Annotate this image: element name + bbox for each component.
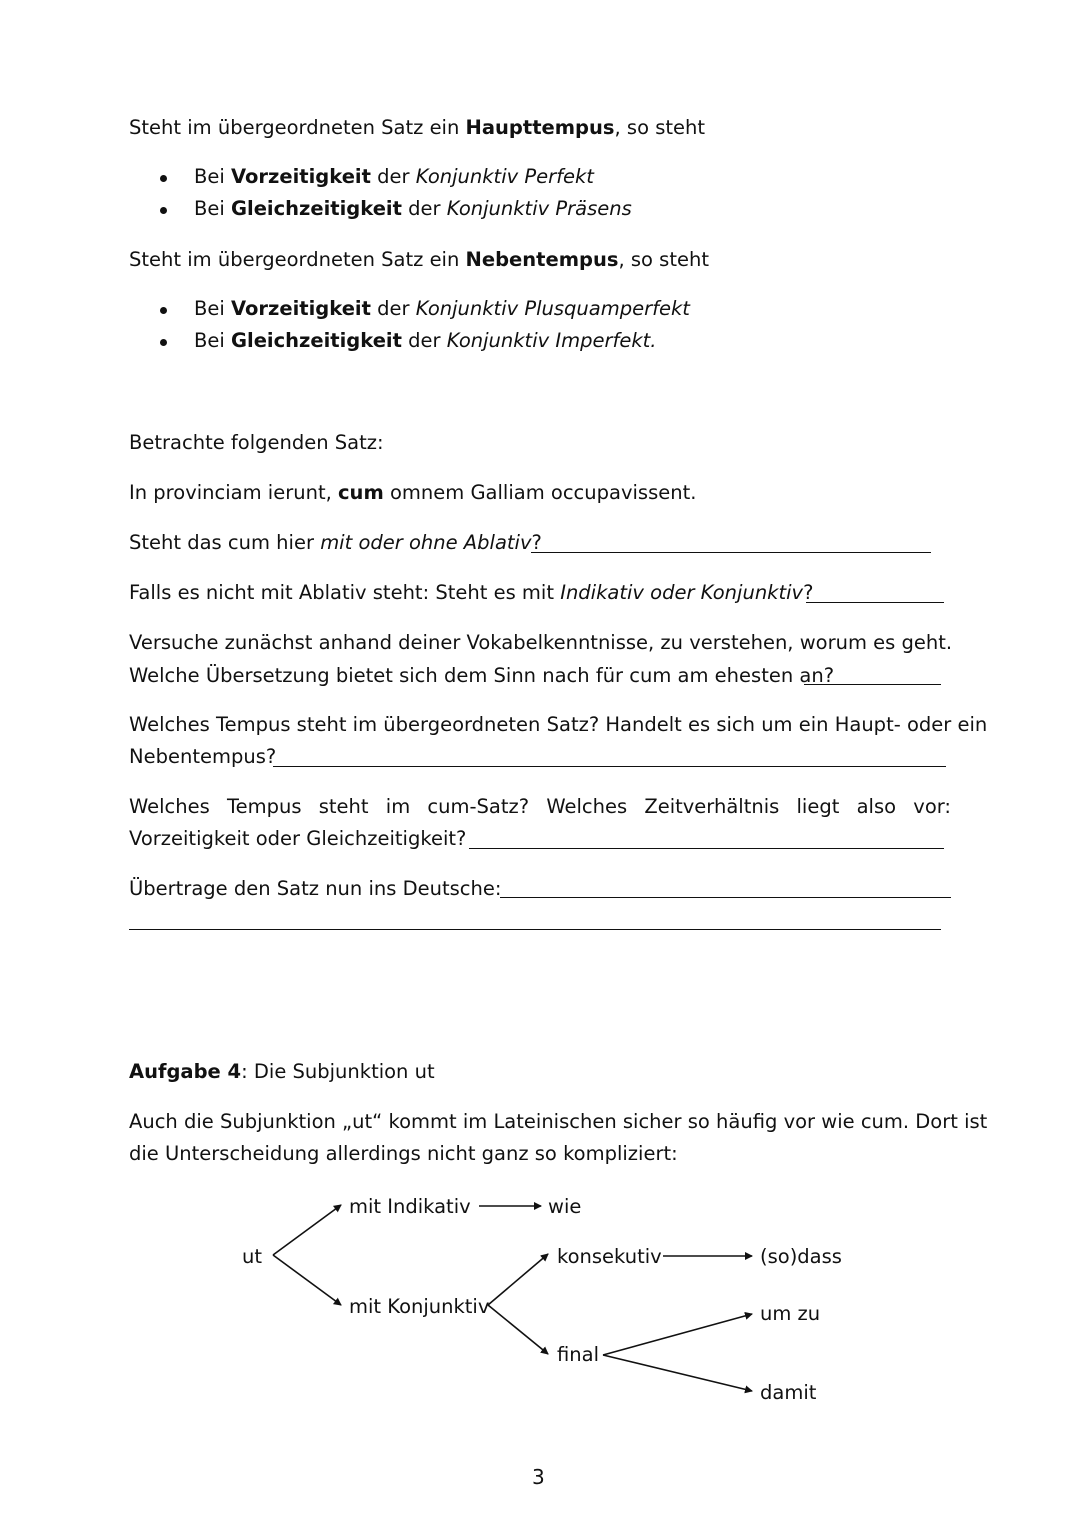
nebentempus-item-gleichzeitigkeit: Bei Gleichzeitigkeit der Konjunktiv Imperfekt. (194, 329, 657, 352)
bullet-icon (160, 207, 167, 214)
task4-intro-line1: Auch die Subjunktion „ut“ kommt im Lateinischen sicher so häufig vor wie cum. Dort ist (129, 1110, 988, 1133)
answer-line-translation-1[interactable] (500, 897, 951, 898)
arrow-ut-konjunktiv (273, 1255, 341, 1305)
bullet-icon (160, 339, 167, 346)
answer-line-tempus-haupt[interactable] (273, 766, 946, 767)
latin-sentence: In provinciam ierunt, cum omnem Galliam occupavissent. (129, 481, 697, 504)
diagram-node-damit: damit (760, 1381, 817, 1404)
diagram-node-um-zu: um zu (760, 1302, 821, 1325)
question-translation: Übertrage den Satz nun ins Deutsche: (129, 877, 502, 900)
task4-title: Aufgabe 4: Die Subjunktion ut (129, 1060, 435, 1083)
bullet-icon (160, 175, 167, 182)
haupttempus-item-vorzeitigkeit: Bei Vorzeitigkeit der Konjunktiv Perfekt (194, 165, 594, 188)
answer-line-ablativ[interactable] (531, 552, 931, 553)
question-ablativ: Steht das cum hier mit oder ohne Ablativ? (129, 531, 542, 554)
diagram-node-konsekutiv: konsekutiv (557, 1245, 662, 1268)
arrow-konjunktiv-konsekutiv (488, 1254, 548, 1305)
question-tempus-haupt-line1: Welches Tempus steht im übergeordneten Satz? Handelt es sich um ein Haupt- oder ein (129, 713, 988, 736)
arrow-konjunktiv-final (488, 1305, 548, 1354)
diagram-node-ut: ut (242, 1245, 263, 1268)
diagram-node-wie: wie (548, 1195, 582, 1218)
question-uebersetzung-line2: Welche Übersetzung bietet sich dem Sinn nach für cum am ehesten an? (129, 664, 835, 687)
question-tempus-haupt-line2: Nebentempus? (129, 745, 277, 768)
exercise-intro: Betrachte folgenden Satz: (129, 431, 384, 454)
question-zeitverhaeltnis-line1: Welches Tempus steht im cum-Satz? Welches Zeitverhältnis liegt also vor: (129, 795, 951, 818)
answer-line-translation-2[interactable] (129, 929, 941, 930)
question-zeitverhaeltnis-line2: Vorzeitigkeit oder Gleichzeitigkeit? (129, 827, 467, 850)
arrow-final-umzu (603, 1314, 752, 1355)
answer-line-zeitverhaeltnis[interactable] (469, 848, 944, 849)
bullet-icon (160, 307, 167, 314)
task4-intro-line2: die Unterscheidung allerdings nicht ganz so kompliziert: (129, 1142, 678, 1165)
question-modus: Falls es nicht mit Ablativ steht: Steht es mit Indikativ oder Konjunktiv? (129, 581, 814, 604)
arrow-ut-indikativ (273, 1205, 341, 1255)
diagram-node-mit-konjunktiv: mit Konjunktiv (349, 1295, 490, 1318)
diagram-node-final: final (557, 1343, 600, 1366)
diagram-node-mit-indikativ: mit Indikativ (349, 1195, 471, 1218)
nebentempus-item-vorzeitigkeit: Bei Vorzeitigkeit der Konjunktiv Plusquamperfekt (194, 297, 690, 320)
haupttempus-item-gleichzeitigkeit: Bei Gleichzeitigkeit der Konjunktiv Präsens (194, 197, 632, 220)
haupttempus-intro: Steht im übergeordneten Satz ein Haupttempus, so steht (129, 116, 706, 139)
answer-line-modus[interactable] (806, 602, 944, 603)
answer-line-uebersetzung[interactable] (804, 684, 941, 685)
question-uebersetzung-line1: Versuche zunächst anhand deiner Vokabelkenntnisse, zu verstehen, worum es geht. (129, 631, 953, 654)
arrow-final-damit (603, 1355, 752, 1391)
diagram-node-sodass: (so)dass (760, 1245, 842, 1268)
nebentempus-intro: Steht im übergeordneten Satz ein Nebentempus, so steht (129, 248, 709, 271)
page-number: 3 (532, 1465, 545, 1489)
